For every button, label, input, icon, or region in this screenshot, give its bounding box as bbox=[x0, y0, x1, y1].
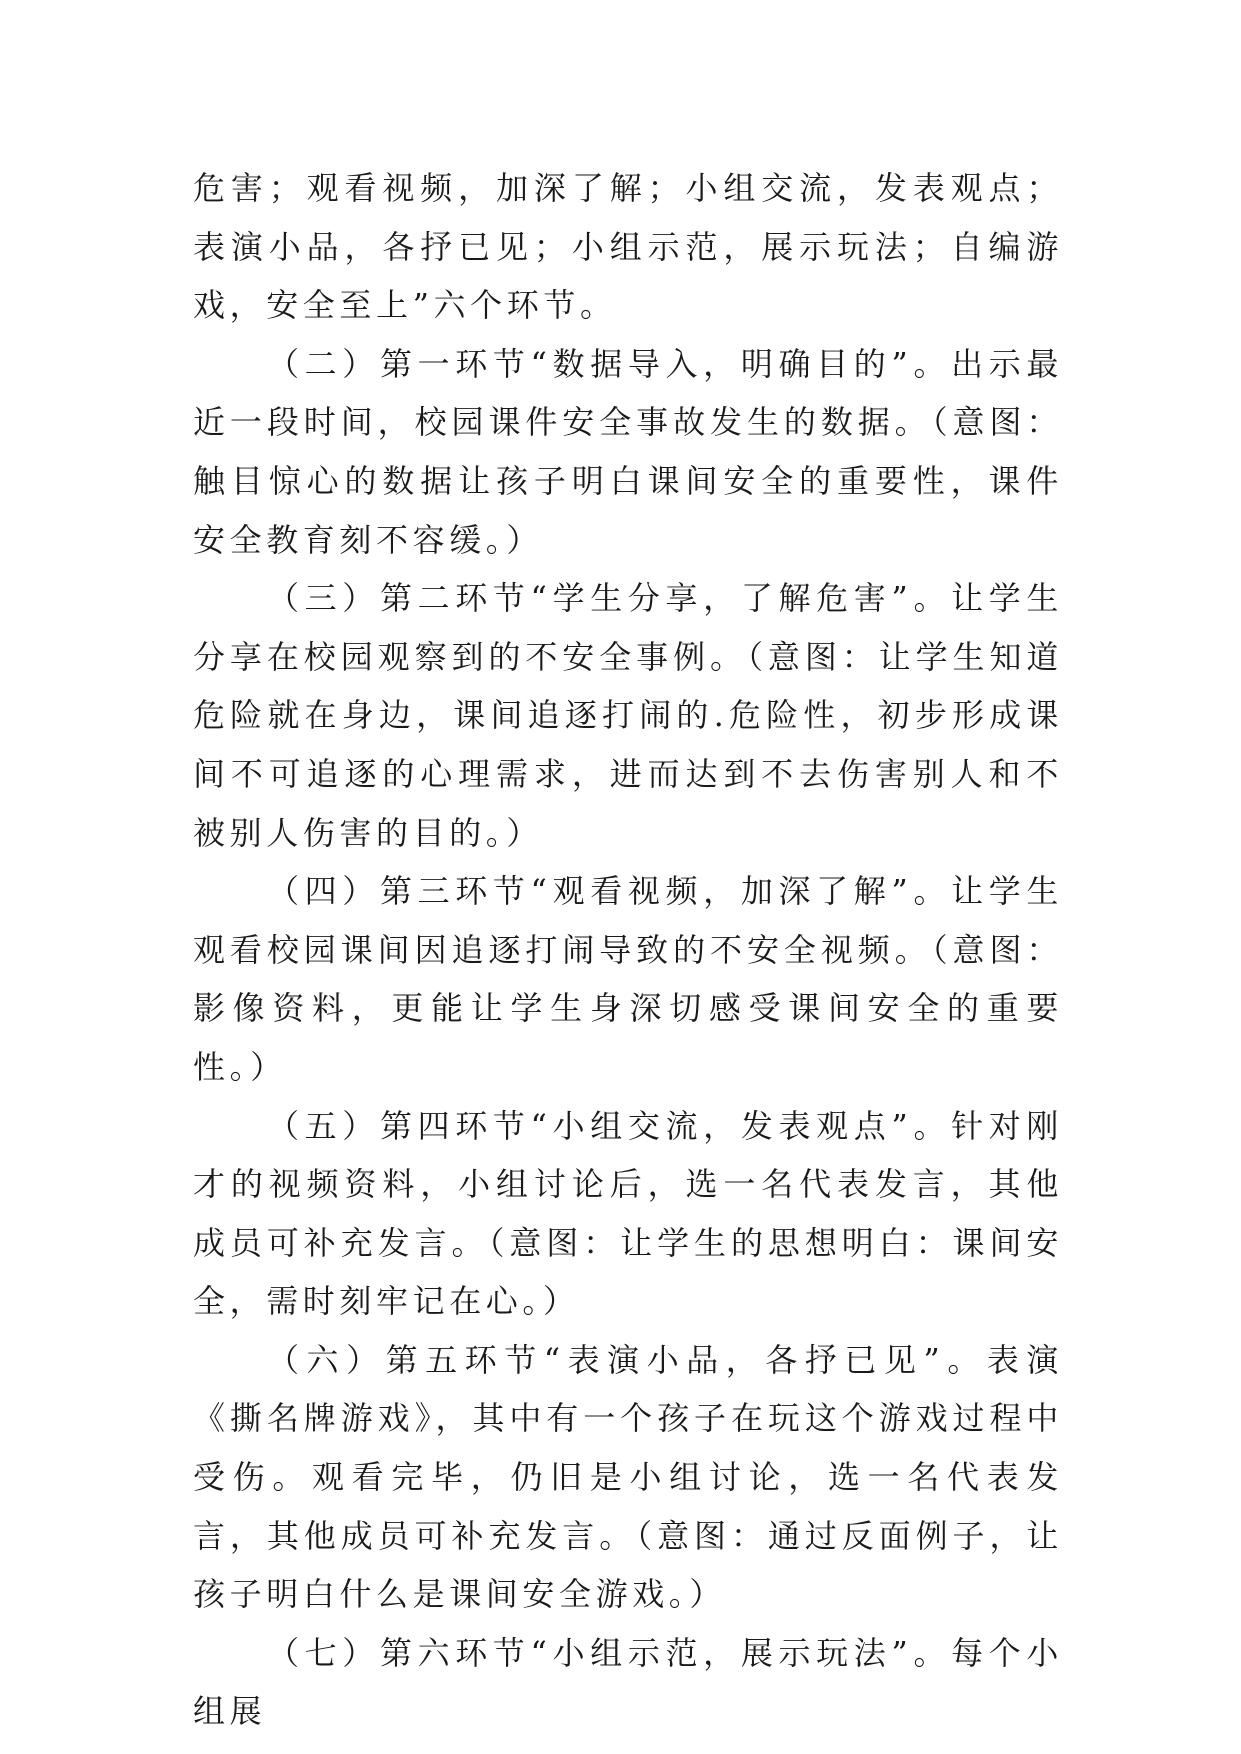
paragraph-section-4: （四）第三环节“观看视频，加深了解”。让学生观看校园课间因追逐打闹导致的不安全视频。（意图：影像资料，更能让学生身深切感受课间安全的重要性。） bbox=[193, 872, 1063, 1086]
paragraph-section-7: （七）第六环节“小组示范，展示玩法”。每个小组展 bbox=[193, 1633, 1063, 1731]
document-body bbox=[193, 159, 1063, 1741]
paragraph-continuation: 危害；观看视频，加深了解；小组交流，发表观点；表演小品，各抒已见；小组示范，展示玩法；自编游戏，安全至上”六个环节。 bbox=[193, 169, 1063, 325]
paragraph-section-6: （六）第五环节“表演小品，各抒已见”。表演《撕名牌游戏》，其中有一个孩子在玩这个游戏过程中受伤。观看完毕，仍旧是小组讨论，选一名代表发言，其他成员可补充发言。（意图：通过反面例子，让孩子明白什么是课间安全游戏。） bbox=[193, 1340, 1063, 1614]
paragraph-section-3: （三）第二环节“学生分享，了解危害”。让学生分享在校园观察到的不安全事例。（意图：让学生知道危险就在身边，课间追逐打闹的.危险性，初步形成课间不可追逐的心理需求，进而达到不去伤害别人和不被别人伤害的目的。） bbox=[193, 579, 1063, 852]
paragraph-section-5: （五）第四环节“小组交流，发表观点”。针对刚才的视频资料，小组讨论后，选一名代表发言，其他成员可补充发言。（意图：让学生的思想明白：课间安全，需时刻牢记在心。） bbox=[193, 1106, 1063, 1321]
paragraph-section-2: （二）第一环节“数据导入，明确目的”。出示最近一段时间，校园课件安全事故发生的数据。（意图：触目惊心的数据让孩子明白课间安全的重要性，课件安全教育刻不容缓。） bbox=[193, 344, 1063, 559]
